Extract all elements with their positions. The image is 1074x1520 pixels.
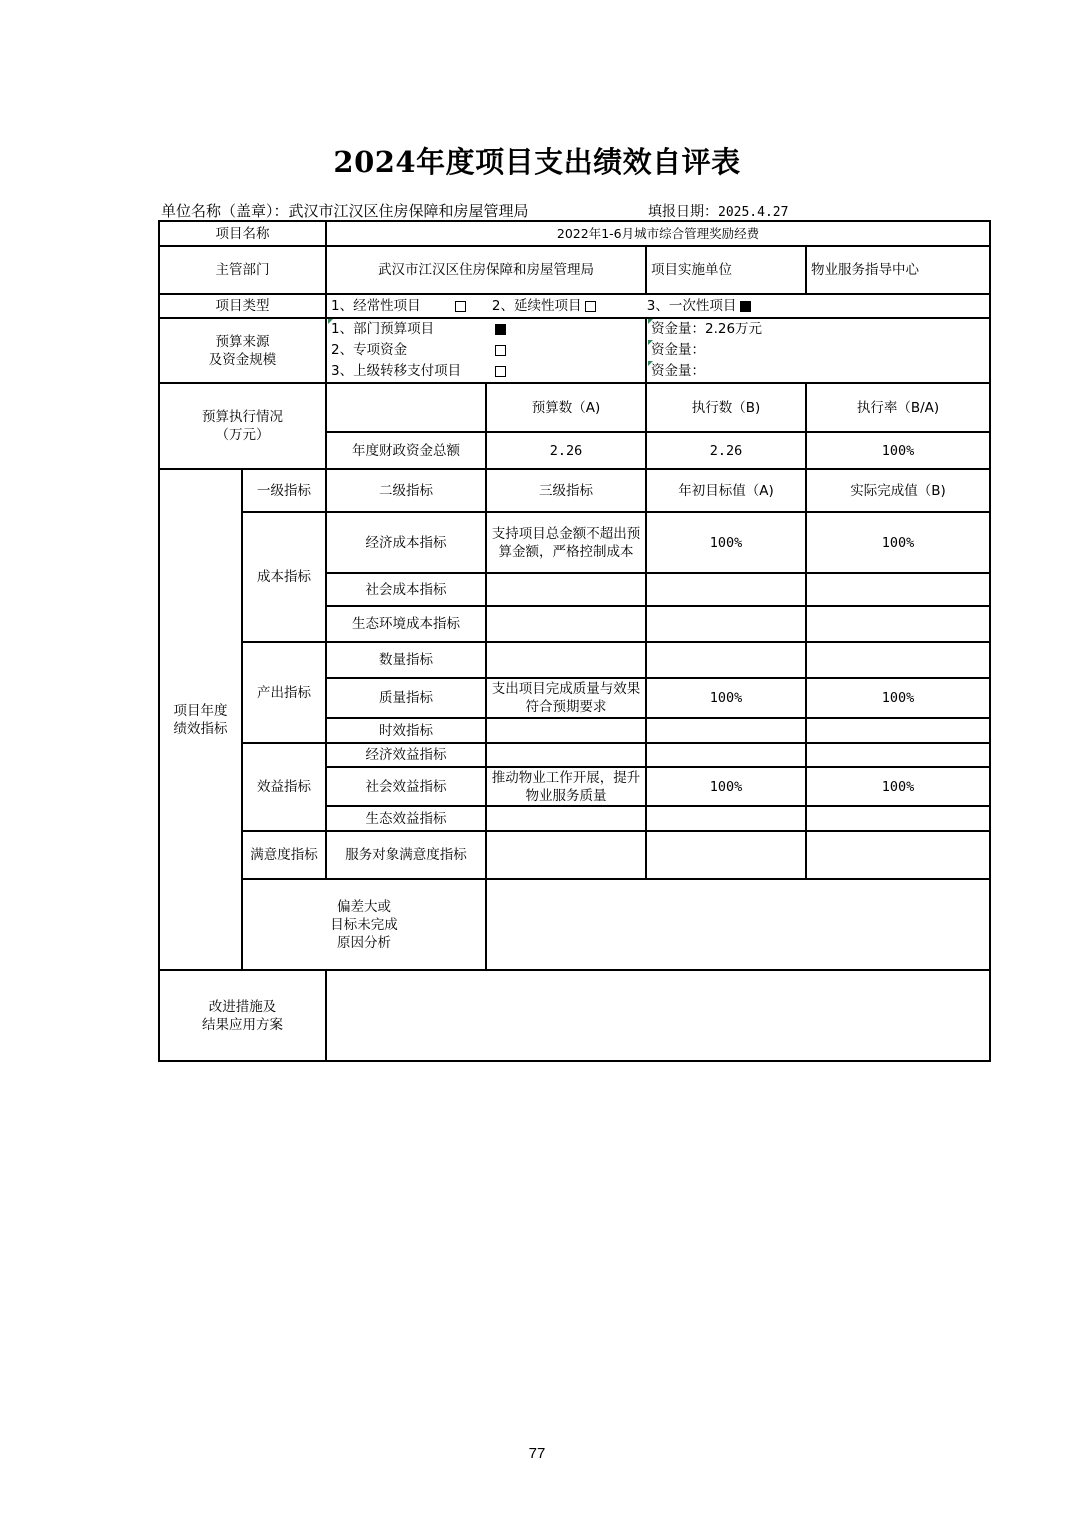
level2-cell: 服务对象满意度指标 (326, 831, 486, 879)
checkbox-checked-icon[interactable] (495, 324, 506, 335)
funding-amount-1: 资金量：2.26万元 (651, 319, 987, 340)
header-level2: 二级指标 (326, 469, 486, 512)
level2-cell: 数量指标 (326, 642, 486, 678)
header-level3: 三级指标 (486, 469, 646, 512)
level3-cell (486, 831, 646, 879)
improvement-label: 改进措施及 结果应用方案 (159, 970, 326, 1061)
target-cell (646, 642, 806, 678)
deviation-value[interactable] (486, 879, 990, 970)
target-cell (646, 806, 806, 831)
funding-sources (326, 318, 646, 383)
date-value: 2025.4.27 (718, 205, 789, 220)
level3-cell (486, 642, 646, 678)
level3-cell (486, 743, 646, 767)
actual-cell: 100% (806, 767, 990, 806)
level2-cell: 社会成本指标 (326, 573, 486, 606)
funding-amount-3: 资金量： (651, 361, 987, 382)
level3-cell: 推动物业工作开展，提升物业服务质量 (486, 767, 646, 806)
execution-blank (326, 383, 486, 432)
execution-header-rate: 执行率（B/A) (806, 383, 990, 432)
table-row (159, 642, 990, 678)
header-level1: 一级指标 (242, 469, 326, 512)
category-cost: 成本指标 (242, 512, 326, 642)
impl-unit-value: 物业服务指导中心 (806, 246, 990, 294)
execution-header-budget: 预算数（A) (486, 383, 646, 432)
date-line (648, 201, 788, 221)
funding-amount-2: 资金量： (651, 340, 987, 361)
indicator-group-label: 项目年度 绩效指标 (159, 469, 242, 970)
table-row (159, 831, 990, 879)
actual-cell (806, 718, 990, 743)
deviation-label: 偏差大或 目标未完成 原因分析 (242, 879, 486, 970)
level3-cell (486, 806, 646, 831)
level3-cell: 支出项目完成质量与效果符合预期要求 (486, 678, 646, 718)
funding-amounts (646, 318, 990, 383)
header-target: 年初目标值（A) (646, 469, 806, 512)
level2-cell: 社会效益指标 (326, 767, 486, 806)
level2-cell: 生态效益指标 (326, 806, 486, 831)
level3-cell (486, 718, 646, 743)
date-label: 填报日期： (648, 204, 718, 220)
project-type-options (326, 294, 990, 318)
level2-cell: 经济成本指标 (326, 512, 486, 573)
row-dept (159, 246, 990, 294)
checkbox-unchecked-icon[interactable] (455, 301, 466, 312)
checkbox-unchecked-icon[interactable] (585, 301, 596, 312)
improvement-value[interactable] (326, 970, 990, 1061)
unit-label: 单位名称（盖章）： (161, 202, 289, 220)
actual-cell: 100% (806, 512, 990, 573)
actual-cell (806, 743, 990, 767)
funding-source-transfer: 3、上级转移支付项目 (331, 361, 643, 382)
page-title: 2024年度项目支出绩效自评表 (333, 145, 741, 179)
execution-row-label: 年度财政资金总额 (326, 432, 486, 469)
type-option-onetime[interactable]: 3、一次性项目 (647, 298, 756, 314)
target-cell (646, 743, 806, 767)
checkbox-unchecked-icon[interactable] (495, 366, 506, 377)
actual-cell (806, 831, 990, 879)
self-evaluation-table (158, 220, 991, 1062)
row-project-name (159, 221, 990, 246)
target-cell (646, 573, 806, 606)
type-option-regular[interactable]: 1、经常性项目 (331, 298, 470, 314)
funding-source-special: 2、专项资金 (331, 340, 643, 361)
page-number: 77 (528, 1445, 546, 1462)
unit-value: 武汉市江汉区住房保障和房屋管理局 (288, 202, 529, 220)
execution-budget-value: 2.26 (486, 432, 646, 469)
level2-cell: 质量指标 (326, 678, 486, 718)
checkbox-checked-icon[interactable] (740, 301, 751, 312)
actual-cell (806, 642, 990, 678)
unit-line (161, 200, 529, 221)
checkbox-unchecked-icon[interactable] (495, 345, 506, 356)
dept-value: 武汉市江汉区住房保障和房屋管理局 (326, 246, 646, 294)
row-deviation (159, 879, 990, 970)
funding-label: 预算来源 及资金规模 (159, 318, 326, 383)
table-row (159, 743, 990, 767)
actual-cell: 100% (806, 678, 990, 718)
funding-source-dept: 1、部门预算项目 (331, 319, 643, 340)
impl-unit-label: 项目实施单位 (646, 246, 806, 294)
project-name-value: 2022年1-6月城市综合管理奖励经费 (326, 221, 990, 246)
execution-rate-value: 100% (806, 432, 990, 469)
row-funding (159, 318, 990, 383)
target-cell (646, 831, 806, 879)
actual-cell (806, 606, 990, 642)
category-benefit: 效益指标 (242, 743, 326, 831)
execution-header-actual: 执行数（B) (646, 383, 806, 432)
row-execution-header (159, 383, 990, 432)
actual-cell (806, 573, 990, 606)
type-option-continuing[interactable]: 2、延续性项目 (492, 298, 601, 314)
row-project-type (159, 294, 990, 318)
target-cell: 100% (646, 678, 806, 718)
project-type-label: 项目类型 (159, 294, 326, 318)
level2-cell: 生态环境成本指标 (326, 606, 486, 642)
level3-cell: 支持项目总金额不超出预算金额，严格控制成本 (486, 512, 646, 573)
level3-cell (486, 573, 646, 606)
row-improvement (159, 970, 990, 1061)
target-cell (646, 606, 806, 642)
target-cell (646, 718, 806, 743)
project-name-label: 项目名称 (159, 221, 326, 246)
actual-cell (806, 806, 990, 831)
row-indicator-header (159, 469, 990, 512)
category-output: 产出指标 (242, 642, 326, 743)
table-row (159, 512, 990, 573)
target-cell: 100% (646, 767, 806, 806)
level2-cell: 经济效益指标 (326, 743, 486, 767)
target-cell: 100% (646, 512, 806, 573)
dept-label: 主管部门 (159, 246, 326, 294)
level3-cell (486, 606, 646, 642)
execution-label: 预算执行情况 （万元） (159, 383, 326, 469)
level2-cell: 时效指标 (326, 718, 486, 743)
header-actual: 实际完成值（B) (806, 469, 990, 512)
category-satisfaction: 满意度指标 (242, 831, 326, 879)
execution-actual-value: 2.26 (646, 432, 806, 469)
